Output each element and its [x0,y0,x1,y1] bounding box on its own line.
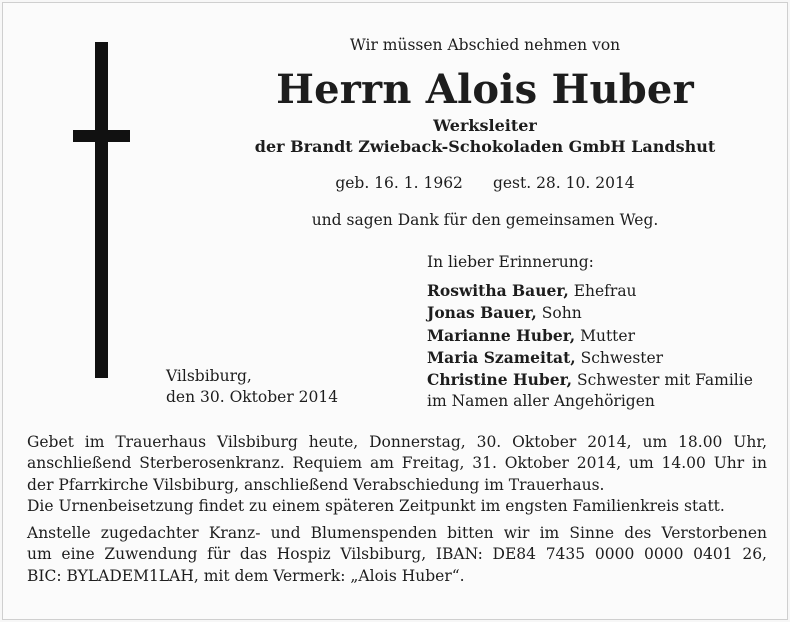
birth-date: geb. 16. 1. 1962 [335,174,463,192]
life-dates [180,174,790,192]
cross-vertical-bar [95,42,108,378]
mourner-name: Christine Huber, [427,370,573,390]
mourner-relation: Sohn [541,304,582,323]
memory-intro: In lieber Erinnerung: [427,253,594,271]
mourner-relation: Schwester [580,348,664,367]
paragraph-line: Anstelle zugedachter Kranz- und Blumenspenden bitten wir im Sinne des Verstorbenen [27,524,767,542]
list-item [427,302,753,324]
mourners-closing: im Namen aller Angehörigen [427,392,655,411]
mourner-name: Roswitha Bauer, [427,281,569,300]
deceased-company: der Brandt Zwieback-Schokoladen GmbH Landshut [254,137,716,156]
mourner-relation: Ehefrau [573,282,637,300]
mourner-relation: Schwester mit Familie [576,371,753,390]
list-item [427,280,753,302]
mourner-name: Marianne Huber, [427,325,576,345]
death-date: gest. 28. 10. 2014 [492,174,635,192]
deceased-name: Herrn Alois Huber [276,66,694,113]
paragraph-line: Die Urnenbeisetzung findet zu einem späteren Zeitpunkt im engsten Familienkreis statt. [27,496,725,515]
list-item [427,369,753,391]
paragraph-line: Gebet im Trauerhaus Vilsbiburg heute, Donnerstag, 30. Oktober 2014, um 18.00 Uhr, [27,433,767,451]
paragraph-line: der Pfarrkirche Vilsbiburg, anschließend Verabschiedung im Trauerhaus. [27,475,605,494]
paragraph-line: BIC: BYLADEM1LAH, mit dem Vermerk: „Alois Huber“. [27,566,465,585]
date: den 30. Oktober 2014 [166,388,339,407]
intro-text: Wir müssen Abschied nehmen von [349,36,621,54]
thanks-text: und sagen Dank für den gemeinsamen Weg. [311,211,659,229]
list-item [427,325,753,347]
mourner-name: Maria Szameitat, [427,347,576,367]
paragraph-line: um eine Zuwendung für das Hospiz Vilsbiburg, IBAN: DE84 7435 0000 0000 0401 26, [27,545,767,564]
place: Vilsbiburg, [166,367,252,385]
mourner-relation: Mutter [580,326,635,345]
mourner-name: Jonas Bauer, [427,303,537,323]
mourner-list [427,280,753,413]
donation-paragraph [27,523,767,587]
deceased-role: Werksleiter [433,116,537,135]
service-paragraph [27,432,767,517]
paragraph-line: anschließend Sterberosenkranz. Requiem am Freitag, 31. Oktober 2014, um 14.00 Uhr in [27,454,767,473]
list-item [427,347,753,369]
place-date [166,366,338,409]
cross-horizontal-bar [73,130,130,142]
